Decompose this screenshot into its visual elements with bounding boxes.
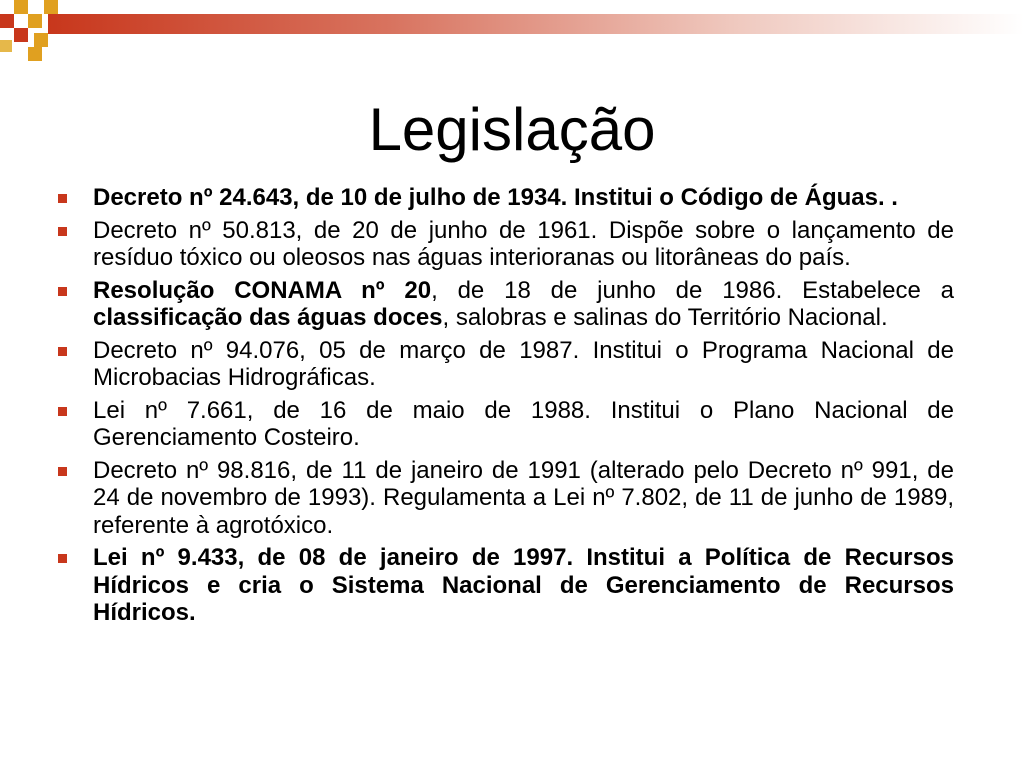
body-text: , salobras e salinas do Território Nacional. xyxy=(442,304,888,331)
decor-square xyxy=(28,14,42,28)
decor-square xyxy=(14,28,28,42)
bullet-icon xyxy=(58,554,67,563)
body-text: Decreto nº 50.813, de 20 de junho de 1961. Dispõe sobre o lançamento de resíduo tóxico ou oleosos nas águas interioranas ou litorâneas do país. xyxy=(93,216,954,271)
bullet-icon xyxy=(58,347,67,356)
bold-text: Decreto nº 24.643, de 10 de julho de 1934. Institui o Código de Águas. . xyxy=(93,184,898,211)
body-text: Lei nº 7.661, de 16 de maio de 1988. Institui o Plano Nacional de Gerenciamento Costeiro. xyxy=(93,396,954,451)
header-decoration xyxy=(0,0,1024,70)
slide-title: Legislação xyxy=(368,96,656,163)
list-item xyxy=(56,457,954,540)
legislation-list xyxy=(56,184,954,632)
list-item xyxy=(56,397,954,452)
bullet-icon xyxy=(58,407,67,416)
bold-text: Lei nº 9.433, de 08 de janeiro de 1997. Institui a Política de Recursos Hídricos e cria o Sistema Nacional de Gerenciamento de Recursos Hídricos. xyxy=(93,544,954,626)
body-text: Decreto nº 94.076, 05 de março de 1987. Institui o Programa Nacional de Microbacias Hidrográficas. xyxy=(93,336,954,391)
list-item xyxy=(56,217,954,272)
bullet-icon xyxy=(58,227,67,236)
decor-square xyxy=(14,0,28,14)
decor-square xyxy=(34,33,48,47)
body-text: , de 18 de junho de 1986. Estabelece a xyxy=(431,276,955,304)
bullet-icon xyxy=(58,467,67,476)
list-item xyxy=(56,184,954,212)
list-item xyxy=(56,337,954,392)
header-gradient-bar xyxy=(48,14,1024,34)
bullet-icon xyxy=(58,194,67,203)
decor-square xyxy=(0,14,14,28)
decor-square xyxy=(0,40,12,52)
bold-text: classificação das águas doces xyxy=(93,304,443,331)
body-text: Decreto nº 98.816, de 11 de janeiro de 1991 (alterado pelo Decreto nº 991, de 24 de novembro de 1993). Regulamenta a Lei nº 7.802, de 11 de junho de 1989, referente à agrotóxico. xyxy=(93,456,954,539)
bullet-icon xyxy=(58,287,67,296)
decor-square xyxy=(28,47,42,61)
list-item xyxy=(56,277,954,332)
bold-text: Resolução CONAMA nº 20 xyxy=(93,276,432,304)
decor-square xyxy=(44,0,58,14)
list-item xyxy=(56,544,954,627)
